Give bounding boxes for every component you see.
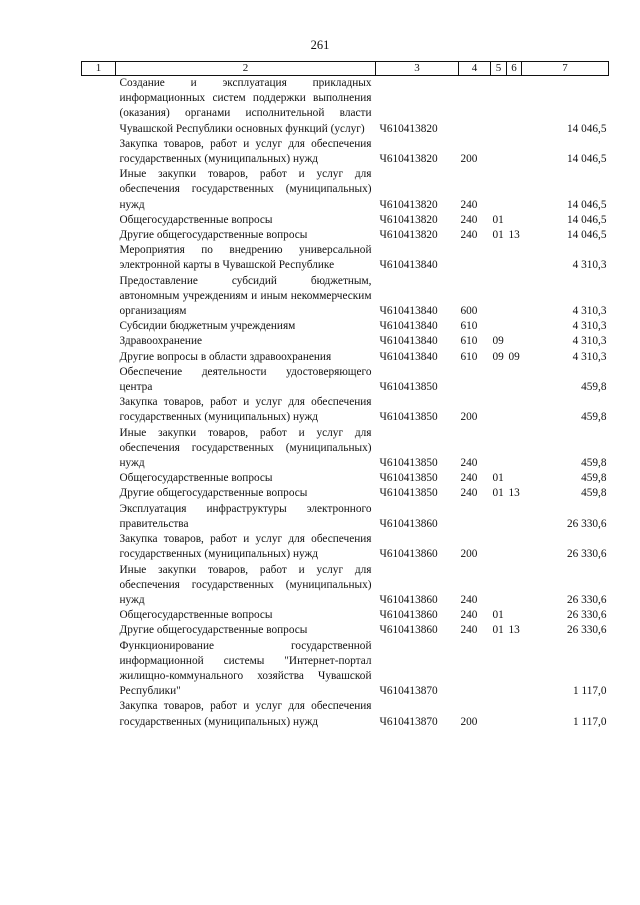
- row-expense-type: 200: [460, 548, 478, 561]
- row-subsection: [507, 319, 522, 334]
- table-row: [82, 532, 609, 562]
- row-expense-type: [459, 243, 491, 273]
- row-target-code: Ч610413840: [379, 305, 438, 318]
- header-col-7: 7: [522, 62, 609, 76]
- row-section: 01: [492, 609, 504, 622]
- row-target-code: Ч610413860: [379, 624, 438, 637]
- row-expense-type: [459, 502, 491, 532]
- header-col-4: 4: [459, 62, 491, 76]
- row-subsection: [507, 532, 522, 562]
- row-amount: 26 330,6: [566, 593, 607, 606]
- row-section: 09: [492, 335, 504, 348]
- row-subsection: [507, 213, 522, 228]
- row-name: Общегосударственные вопросы: [119, 472, 273, 485]
- row-subsection: [507, 563, 522, 609]
- table-row: [82, 319, 609, 334]
- row-expense-type: 200: [460, 715, 478, 728]
- row-section: [491, 502, 507, 532]
- row-name: Иные закупки товаров, работ и услуг для обеспечения государственных (муниципальных) нужд: [119, 426, 372, 470]
- row-name: Функционирование государственной информационной системы "Интернет-портал жилищно-коммунального хозяйства Чувашской Республики": [119, 639, 372, 698]
- row-target-code: Ч610413850: [379, 457, 438, 470]
- row-section: [491, 274, 507, 320]
- page-number: 261: [310, 38, 330, 52]
- row-name: Иные закупки товаров, работ и услуг для обеспечения государственных (муниципальных) нужд: [119, 168, 372, 211]
- row-target-code: Ч610413870: [379, 685, 438, 698]
- row-expense-type: 240: [460, 198, 478, 211]
- table-row: [82, 639, 609, 700]
- row-target-code: Ч610413820: [379, 229, 438, 242]
- row-section: [491, 137, 507, 167]
- row-expense-type: 600: [460, 305, 478, 318]
- row-name: Иные закупки товаров, работ и услуг для обеспечения государственных (муниципальных) нужд: [119, 563, 372, 606]
- row-target-code: Ч610413850: [379, 381, 438, 394]
- row-subsection: [507, 76, 522, 137]
- row-name: Другие вопросы в области здравоохранения: [119, 350, 332, 363]
- row-amount: 459,8: [581, 472, 607, 485]
- row-subsection: [507, 471, 522, 486]
- table-row: [82, 167, 609, 213]
- table-body: [82, 76, 609, 730]
- table-row: [82, 502, 609, 532]
- row-subsection: 13: [508, 624, 520, 637]
- row-target-code: Ч610413850: [379, 411, 438, 424]
- row-name: Обеспечение деятельности удостоверяющего центра: [119, 365, 372, 394]
- row-target-code: Ч610413820: [379, 213, 438, 226]
- row-amount: 4 310,3: [572, 305, 607, 318]
- row-target-code: Ч610413850: [379, 487, 438, 500]
- row-amount: 4 310,3: [572, 320, 607, 333]
- row-section: [491, 532, 507, 562]
- header-col-5: 5: [491, 62, 507, 76]
- budget-table: [81, 61, 609, 730]
- row-name: Эксплуатация инфраструктуры электронного правительства: [119, 502, 372, 530]
- row-name: Закупка товаров, работ и услуг для обеспечения государственных (муниципальных) нужд: [119, 137, 372, 166]
- table-row: [82, 350, 609, 365]
- row-section: 01: [492, 213, 504, 226]
- row-name: Закупка товаров, работ и услуг для обеспечения государственных (муниципальных) нужд: [119, 533, 372, 561]
- table-row: [82, 334, 609, 349]
- row-subsection: [507, 243, 522, 273]
- row-target-code: Ч610413850: [379, 472, 438, 485]
- row-expense-type: 240: [460, 624, 478, 637]
- row-subsection: [507, 365, 522, 395]
- row-target-code: Ч610413820: [379, 122, 438, 135]
- row-section: [491, 76, 507, 137]
- row-target-code: Ч610413820: [379, 153, 438, 166]
- table-row: [82, 426, 609, 472]
- row-section: [491, 167, 507, 213]
- table-row: [82, 395, 609, 425]
- row-section: 09: [492, 350, 504, 363]
- row-amount: 26 330,6: [566, 609, 607, 622]
- row-amount: 4 310,3: [572, 335, 607, 348]
- row-section: [491, 243, 507, 273]
- header-col-6: 6: [507, 62, 522, 76]
- row-amount: 14 046,5: [566, 122, 607, 135]
- row-amount: 459,8: [581, 381, 607, 394]
- row-name: Закупка товаров, работ и услуг для обеспечения государственных (муниципальных) нужд: [119, 396, 372, 424]
- row-subsection: [507, 137, 522, 167]
- row-subsection: [507, 639, 522, 700]
- row-subsection: [507, 699, 522, 729]
- row-expense-type: 610: [460, 350, 478, 363]
- row-target-code: Ч610413840: [379, 350, 438, 363]
- table-row: [82, 243, 609, 273]
- row-amount: 14 046,5: [566, 213, 607, 226]
- table-row: [82, 563, 609, 609]
- row-expense-type: 240: [460, 229, 478, 242]
- table-header: [82, 62, 609, 76]
- row-expense-type: 200: [460, 411, 478, 424]
- row-target-code: Ч610413870: [379, 715, 438, 728]
- header-col-2: 2: [116, 62, 376, 76]
- row-name: Общегосударственные вопросы: [119, 609, 273, 622]
- table-row: [82, 137, 609, 167]
- row-expense-type: 240: [460, 593, 478, 606]
- row-amount: 459,8: [581, 487, 607, 500]
- row-expense-type: [459, 76, 491, 137]
- row-amount: 459,8: [581, 411, 607, 424]
- row-amount: 1 117,0: [573, 715, 607, 728]
- row-expense-type: [459, 639, 491, 700]
- row-amount: 26 330,6: [566, 548, 607, 561]
- row-expense-type: 240: [460, 213, 478, 226]
- row-amount: 4 310,3: [572, 259, 607, 272]
- header-col-3: 3: [376, 62, 459, 76]
- row-amount: 14 046,5: [566, 153, 607, 166]
- header-row: [82, 62, 609, 76]
- row-target-code: Ч610413860: [379, 593, 438, 606]
- row-section: 01: [492, 472, 504, 485]
- row-amount: 14 046,5: [566, 229, 607, 242]
- table-row: [82, 486, 609, 501]
- row-name: Другие общегосударственные вопросы: [119, 487, 308, 500]
- row-subsection: [507, 334, 522, 349]
- row-amount: 14 046,5: [566, 198, 607, 211]
- row-subsection: [507, 502, 522, 532]
- row-expense-type: 610: [460, 335, 478, 348]
- table-row: [82, 699, 609, 729]
- row-section: [491, 639, 507, 700]
- row-target-code: Ч610413860: [379, 517, 438, 530]
- row-amount: 4 310,3: [572, 350, 607, 363]
- row-subsection: [507, 395, 522, 425]
- row-name: Общегосударственные вопросы: [119, 213, 273, 226]
- table-row: [82, 76, 609, 137]
- row-name: Другие общегосударственные вопросы: [119, 624, 308, 637]
- row-section: 01: [492, 229, 504, 242]
- row-name: Другие общегосударственные вопросы: [119, 229, 308, 242]
- table-row: [82, 471, 609, 486]
- row-amount: 26 330,6: [566, 517, 607, 530]
- table-row: [82, 213, 609, 228]
- row-subsection: [507, 426, 522, 472]
- row-target-code: Ч610413840: [379, 320, 438, 333]
- row-expense-type: 240: [460, 472, 478, 485]
- row-name: Предоставление субсидий бюджетным, автономным учреждениям и иным некоммерческим организациям: [119, 274, 372, 318]
- row-amount: 1 117,0: [573, 685, 607, 698]
- row-section: 01: [492, 487, 504, 500]
- row-target-code: Ч610413860: [379, 609, 438, 622]
- row-subsection: 09: [508, 350, 520, 363]
- row-subsection: [507, 167, 522, 213]
- row-name: Мероприятия по внедрению универсальной электронной карты в Чувашской Республике: [119, 244, 372, 272]
- row-section: [491, 563, 507, 609]
- row-section: [491, 395, 507, 425]
- row-subsection: [507, 608, 522, 623]
- row-target-code: Ч610413860: [379, 548, 438, 561]
- row-target-code: Ч610413820: [379, 198, 438, 211]
- table-row: [82, 365, 609, 395]
- table-row: [82, 274, 609, 320]
- table-row: [82, 623, 609, 638]
- header-col-1: 1: [82, 62, 116, 76]
- row-name: Создание и эксплуатация прикладных информационных систем поддержки выполнения (оказания) органами исполнительной власти Чувашской Республики основных функций (услуг): [119, 77, 372, 135]
- row-section: [491, 319, 507, 334]
- row-target-code: Ч610413840: [379, 259, 438, 272]
- row-subsection: [507, 274, 522, 320]
- row-subsection: 13: [508, 487, 520, 500]
- row-section: 01: [492, 624, 504, 637]
- row-amount: 26 330,6: [566, 624, 607, 637]
- row-amount: 459,8: [581, 457, 607, 470]
- row-section: [491, 699, 507, 729]
- table-row: [82, 608, 609, 623]
- row-name: Здравоохранение: [119, 335, 203, 348]
- row-name: Субсидии бюджетным учреждениям: [119, 320, 296, 333]
- row-section: [491, 365, 507, 395]
- row-expense-type: 240: [460, 457, 478, 470]
- row-expense-type: [459, 365, 491, 395]
- row-expense-type: 240: [460, 609, 478, 622]
- row-subsection: 13: [508, 229, 520, 242]
- row-name: Закупка товаров, работ и услуг для обеспечения государственных (муниципальных) нужд: [119, 700, 372, 728]
- row-expense-type: 610: [460, 320, 478, 333]
- table-row: [82, 228, 609, 243]
- row-section: [491, 426, 507, 472]
- row-expense-type: 240: [460, 487, 478, 500]
- row-target-code: Ч610413840: [379, 335, 438, 348]
- row-expense-type: 200: [460, 153, 478, 166]
